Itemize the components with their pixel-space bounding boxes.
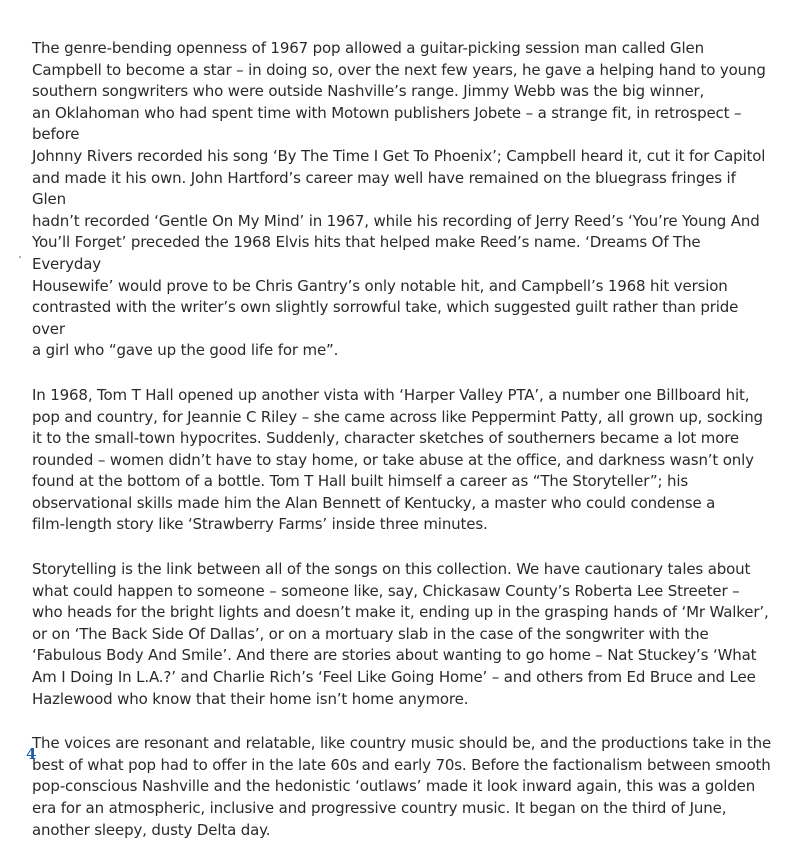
paragraph-3: Storytelling is the link between all of the songs on this collection. We have cautionary tales about what could happen to someone – someone like, say, Chickasaw County’s Roberta Lee Streeter – who heads for the bright lights and doesn’t make it, ending up in the grasping hands of ‘Mr Walker’, or on ‘The Back Side Of Dallas’, or on a mortuary slab in the case of the songwriter with the ‘Fabulous Body And Smile’. And there are stories about wanting to go home – Nat Stuckey’s ‘What Am I Doing In L.A.?’ and Charlie Rich’s ‘Feel Like Going Home’ – and others from Ed Bruce and Lee Hazlewood who know that their home isn’t home anymore. [32, 560, 769, 708]
paragraph-2: In 1968, Tom T Hall opened up another vista with ‘Harper Valley PTA’, a number one Billboard hit, pop and country, for Jeannie C Riley – she came across like Peppermint Patty, all grown up, socking it to the small-town hypocrites. Suddenly, character sketches of southerners became a lot more rounded – women didn’t have to stay home, or take abuse at the office, and darkness wasn’t only found at the bottom of a bottle. Tom T Hall built himself a career as “The Storyteller”; his observational skills made him the Alan Bennett of Kentucky, a master who could condense a film-length story like ‘Strawberry Farms’ inside three minutes. [32, 385, 763, 534]
page-number: 4 [26, 745, 37, 763]
paragraph-4: The voices are resonant and relatable, like country music should be, and the productions take in the best of what pop had to offer in the late 60s and early 70s. Before the factionalism between smooth pop-conscious Nashville and the hedonistic ‘outlaws’ made it look inward again, this was a golden era for an atmospheric, inclusive and progressive country music. It began on the third of June, another sleepy, dusty Delta day. [32, 734, 772, 839]
margin-mark [19, 256, 21, 258]
paragraph-1: The genre-bending openness of 1967 pop allowed a guitar-picking session man called Glen Campbell to become a star – in doing so, over the next few years, he gave a helping hand to young southern songwriters who were outside Nashville’s range. Jimmy Webb was the big winner, an Oklahoman who had spent time with Motown publishers Jobete – a strange fit, in retrospect – before Johnny Rivers recorded his song ‘By The Time I Get To Phoenix’; Campbell heard it, cut it for Capitol and made it his own. John Hartford’s career may well have remained on the bluegrass fringes if Glen hadn’t recorded ‘Gentle On My Mind’ in 1967, while his recording of Jerry Reed’s ‘You’re Young And You’ll Forget’ preceded the 1968 Elvis hits that helped make Reed’s name. ‘Dreams Of The Everyday Housewife’ would prove to be Chris Gantry’s only notable hit, and Campbell’s 1968 hit version contrasted with the writer’s own slightly sorrowful take, which suggested guilt rather than pride over a girl who “gave up the good life for me”. [32, 39, 766, 360]
article-body [32, 38, 772, 864]
